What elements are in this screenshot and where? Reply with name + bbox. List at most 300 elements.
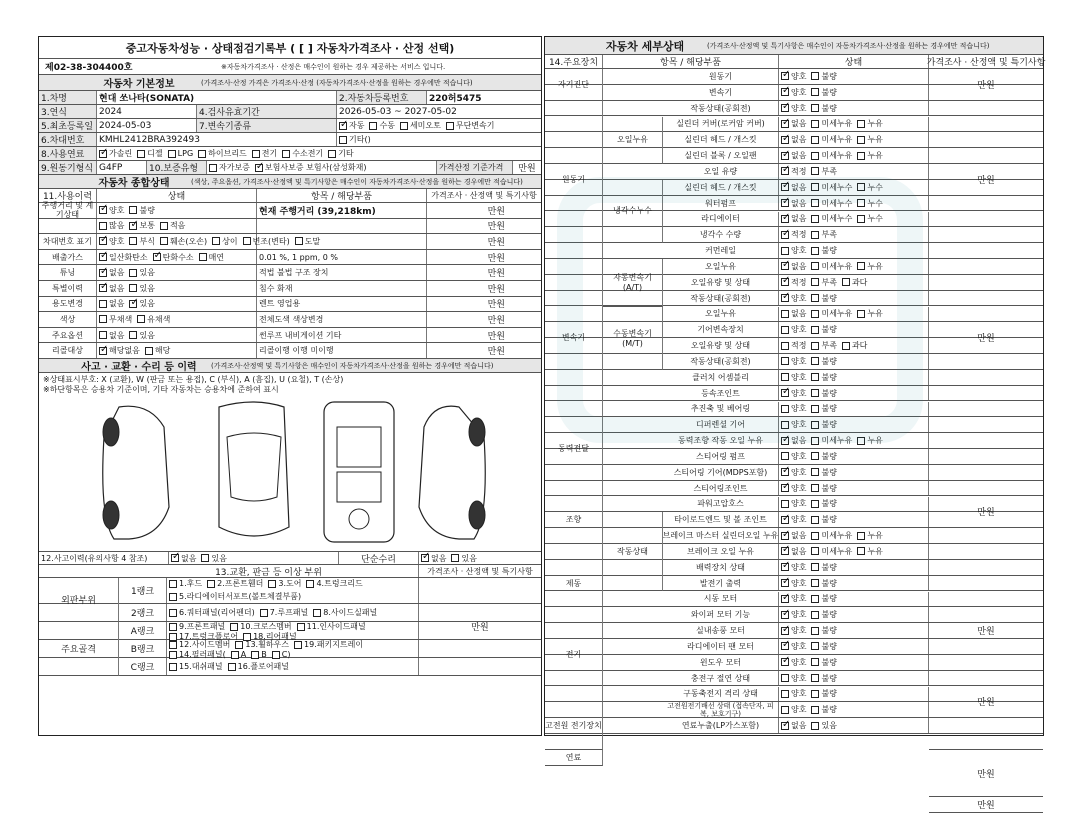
checkbox[interactable] — [781, 595, 789, 603]
checkbox[interactable] — [811, 532, 819, 540]
checkbox[interactable] — [811, 690, 819, 698]
checkbox[interactable] — [169, 593, 177, 601]
simple-repair-option[interactable] — [451, 553, 476, 564]
checkbox[interactable] — [781, 674, 789, 682]
checkbox[interactable] — [811, 389, 819, 397]
detail-state-option[interactable] — [811, 324, 836, 335]
checkbox[interactable] — [811, 183, 819, 191]
detail-state-option[interactable] — [811, 704, 836, 715]
rank-part-option[interactable] — [169, 622, 225, 632]
summary-state-option[interactable] — [99, 252, 148, 263]
checkbox[interactable] — [857, 262, 865, 270]
checkbox[interactable] — [99, 222, 107, 230]
detail-state-option[interactable] — [857, 530, 882, 541]
checkbox[interactable] — [328, 150, 336, 158]
detail-state-option[interactable] — [781, 293, 806, 304]
checkbox[interactable] — [99, 300, 107, 308]
detail-state-option[interactable] — [781, 483, 806, 494]
checkbox[interactable] — [313, 609, 321, 617]
checkbox[interactable] — [857, 437, 865, 445]
detail-state-option[interactable] — [811, 388, 836, 399]
checkbox[interactable] — [169, 580, 177, 588]
trans-option[interactable] — [446, 120, 495, 131]
checkbox[interactable] — [811, 326, 819, 334]
checkbox[interactable] — [160, 237, 168, 245]
summary-state-option[interactable] — [99, 345, 140, 356]
detail-state-option[interactable] — [811, 372, 836, 383]
checkbox[interactable] — [99, 269, 107, 277]
checkbox[interactable] — [169, 609, 177, 617]
checkbox[interactable] — [268, 580, 276, 588]
checkbox[interactable] — [781, 310, 789, 318]
checkbox[interactable] — [129, 237, 137, 245]
checkbox[interactable] — [781, 389, 789, 397]
checkbox[interactable] — [201, 554, 209, 562]
checkbox[interactable] — [811, 468, 819, 476]
detail-state-option[interactable] — [857, 308, 882, 319]
checkbox[interactable] — [857, 547, 865, 555]
checkbox[interactable] — [212, 237, 220, 245]
checkbox[interactable] — [857, 120, 865, 128]
detail-state-option[interactable] — [811, 530, 852, 541]
detail-state-option[interactable] — [781, 324, 806, 335]
checkbox[interactable] — [294, 641, 302, 649]
checkbox[interactable] — [811, 674, 819, 682]
detail-state-option[interactable] — [811, 419, 836, 430]
checkbox[interactable] — [811, 437, 819, 445]
checkbox[interactable] — [781, 627, 789, 635]
checkbox[interactable] — [252, 150, 260, 158]
checkbox[interactable] — [207, 580, 215, 588]
checkbox[interactable] — [339, 136, 347, 144]
detail-state-option[interactable] — [811, 71, 836, 82]
checkbox[interactable] — [811, 500, 819, 508]
checkbox[interactable] — [811, 563, 819, 571]
checkbox[interactable] — [145, 347, 153, 355]
checkbox[interactable] — [811, 294, 819, 302]
detail-state-option[interactable] — [781, 514, 806, 525]
summary-state-option[interactable] — [99, 314, 132, 325]
checkbox[interactable] — [857, 152, 865, 160]
rank-part-option[interactable] — [228, 662, 289, 672]
rank-part-option[interactable] — [169, 640, 230, 650]
checkbox[interactable] — [129, 206, 137, 214]
history-option[interactable] — [201, 553, 226, 564]
checkbox[interactable] — [857, 532, 865, 540]
checkbox[interactable] — [99, 253, 107, 261]
checkbox[interactable] — [781, 452, 789, 460]
checkbox[interactable] — [811, 88, 819, 96]
checkbox[interactable] — [198, 150, 206, 158]
checkbox[interactable] — [781, 357, 789, 365]
checkbox[interactable] — [255, 164, 263, 172]
detail-state-option[interactable] — [781, 578, 806, 589]
detail-state-option[interactable] — [811, 562, 836, 573]
detail-state-option[interactable] — [857, 546, 882, 557]
rank-part-option[interactable] — [297, 622, 366, 632]
detail-state-option[interactable] — [781, 467, 806, 478]
detail-state-option[interactable] — [781, 277, 806, 288]
detail-state-option[interactable] — [811, 134, 852, 145]
checkbox[interactable] — [811, 357, 819, 365]
detail-state-option[interactable] — [857, 134, 882, 145]
checkbox[interactable] — [781, 104, 789, 112]
checkbox[interactable] — [369, 122, 377, 130]
checkbox[interactable] — [169, 623, 177, 631]
checkbox[interactable] — [129, 222, 137, 230]
detail-state-option[interactable] — [811, 483, 836, 494]
checkbox[interactable] — [811, 247, 819, 255]
checkbox[interactable] — [400, 122, 408, 130]
detail-state-option[interactable] — [781, 71, 806, 82]
detail-state-option[interactable] — [811, 87, 836, 98]
checkbox[interactable] — [781, 500, 789, 508]
checkbox[interactable] — [781, 611, 789, 619]
checkbox[interactable] — [781, 262, 789, 270]
detail-state-option[interactable] — [811, 578, 836, 589]
detail-state-option[interactable] — [811, 166, 836, 177]
detail-state-option[interactable] — [781, 213, 806, 224]
checkbox[interactable] — [781, 199, 789, 207]
checkbox[interactable] — [137, 150, 145, 158]
rank-part-option[interactable] — [207, 579, 263, 589]
checkbox[interactable] — [781, 563, 789, 571]
detail-state-option[interactable] — [781, 229, 806, 240]
detail-state-option[interactable] — [781, 103, 806, 114]
checkbox[interactable] — [781, 72, 789, 80]
detail-state-option[interactable] — [781, 134, 806, 145]
detail-state-option[interactable] — [781, 530, 806, 541]
checkbox[interactable] — [421, 554, 429, 562]
checkbox[interactable] — [243, 237, 251, 245]
summary-state-option[interactable] — [129, 283, 154, 294]
checkbox[interactable] — [171, 554, 179, 562]
checkbox[interactable] — [446, 122, 454, 130]
checkbox[interactable] — [99, 331, 107, 339]
detail-state-option[interactable] — [781, 356, 806, 367]
checkbox[interactable] — [781, 326, 789, 334]
detail-state-option[interactable] — [781, 688, 806, 699]
summary-state-option[interactable] — [99, 267, 124, 278]
detail-state-option[interactable] — [857, 213, 882, 224]
checkbox[interactable] — [306, 580, 314, 588]
detail-state-option[interactable] — [781, 451, 806, 462]
checkbox[interactable] — [811, 642, 819, 650]
detail-state-option[interactable] — [781, 435, 806, 446]
summary-state-option[interactable] — [145, 345, 170, 356]
checkbox[interactable] — [811, 547, 819, 555]
checkbox[interactable] — [781, 136, 789, 144]
detail-state-option[interactable] — [811, 593, 836, 604]
summary-state-option[interactable] — [212, 236, 237, 247]
checkbox[interactable] — [99, 347, 107, 355]
summary-state-option[interactable] — [199, 252, 224, 263]
detail-state-option[interactable] — [811, 657, 836, 668]
checkbox[interactable] — [857, 310, 865, 318]
checkbox[interactable] — [811, 262, 819, 270]
rank-part-option[interactable] — [260, 608, 309, 618]
checkbox[interactable] — [811, 484, 819, 492]
checkbox[interactable] — [811, 104, 819, 112]
detail-state-option[interactable] — [811, 498, 836, 509]
detail-state-option[interactable] — [811, 277, 836, 288]
detail-state-option[interactable] — [781, 625, 806, 636]
checkbox[interactable] — [781, 690, 789, 698]
summary-state-option[interactable] — [99, 283, 124, 294]
checkbox[interactable] — [781, 579, 789, 587]
detail-state-option[interactable] — [811, 293, 836, 304]
checkbox[interactable] — [811, 152, 819, 160]
fuel-option[interactable] — [137, 148, 162, 159]
checkbox[interactable] — [99, 315, 107, 323]
checkbox[interactable] — [99, 206, 107, 214]
summary-state-option[interactable] — [153, 252, 194, 263]
checkbox[interactable] — [781, 516, 789, 524]
checkbox[interactable] — [160, 222, 168, 230]
detail-state-option[interactable] — [811, 213, 852, 224]
detail-state-option[interactable] — [811, 688, 836, 699]
summary-state-option[interactable] — [129, 267, 154, 278]
checkbox[interactable] — [781, 706, 789, 714]
checkbox[interactable] — [781, 167, 789, 175]
detail-state-option[interactable] — [781, 609, 806, 620]
summary-state-option[interactable] — [160, 236, 207, 247]
checkbox[interactable] — [811, 342, 819, 350]
checkbox[interactable] — [781, 88, 789, 96]
checkbox[interactable] — [168, 150, 176, 158]
detail-state-option[interactable] — [811, 451, 836, 462]
checkbox[interactable] — [781, 183, 789, 191]
checkbox[interactable] — [857, 215, 865, 223]
detail-state-option[interactable] — [781, 261, 806, 272]
checkbox[interactable] — [260, 609, 268, 617]
rank-part-option[interactable] — [169, 608, 255, 618]
summary-state-option[interactable] — [99, 330, 124, 341]
detail-state-option[interactable] — [811, 308, 852, 319]
checkbox[interactable] — [99, 284, 107, 292]
checkbox[interactable] — [811, 706, 819, 714]
checkbox[interactable] — [781, 468, 789, 476]
summary-state-option[interactable] — [160, 220, 185, 231]
checkbox[interactable] — [811, 595, 819, 603]
checkbox[interactable] — [781, 722, 789, 730]
fuel-option[interactable] — [252, 148, 277, 159]
detail-state-option[interactable] — [811, 356, 836, 367]
checkbox[interactable] — [781, 278, 789, 286]
detail-state-option[interactable] — [781, 87, 806, 98]
detail-state-option[interactable] — [781, 150, 806, 161]
summary-state-option[interactable] — [99, 220, 124, 231]
detail-state-option[interactable] — [842, 277, 867, 288]
checkbox[interactable] — [282, 150, 290, 158]
detail-state-option[interactable] — [811, 403, 836, 414]
detail-state-option[interactable] — [781, 166, 806, 177]
simple-repair-option[interactable] — [421, 553, 446, 564]
detail-state-option[interactable] — [781, 308, 806, 319]
checkbox[interactable] — [781, 437, 789, 445]
checkbox[interactable] — [811, 452, 819, 460]
rank-part-option[interactable] — [169, 592, 301, 602]
checkbox[interactable] — [857, 136, 865, 144]
detail-state-option[interactable] — [781, 419, 806, 430]
checkbox[interactable] — [129, 331, 137, 339]
detail-state-option[interactable] — [811, 103, 836, 114]
detail-state-option[interactable] — [811, 546, 852, 557]
checkbox[interactable] — [99, 237, 107, 245]
checkbox[interactable] — [811, 722, 819, 730]
fuel-option[interactable] — [99, 148, 132, 159]
checkbox[interactable] — [811, 167, 819, 175]
summary-state-option[interactable] — [99, 205, 124, 216]
summary-state-option[interactable] — [129, 330, 154, 341]
detail-state-option[interactable] — [781, 182, 806, 193]
checkbox[interactable] — [297, 623, 305, 631]
detail-state-option[interactable] — [811, 229, 836, 240]
checkbox[interactable] — [811, 215, 819, 223]
summary-state-option[interactable] — [99, 236, 124, 247]
checkbox[interactable] — [129, 300, 137, 308]
checkbox[interactable] — [209, 164, 217, 172]
fuel-option[interactable] — [168, 149, 193, 158]
checkbox[interactable] — [811, 120, 819, 128]
checkbox[interactable] — [811, 231, 819, 239]
checkbox[interactable] — [781, 547, 789, 555]
detail-state-option[interactable] — [781, 403, 806, 414]
checkbox[interactable] — [137, 315, 145, 323]
checkbox[interactable] — [781, 484, 789, 492]
checkbox[interactable] — [811, 405, 819, 413]
detail-state-option[interactable] — [781, 388, 806, 399]
fuel-option[interactable] — [198, 148, 247, 159]
detail-state-option[interactable] — [781, 562, 806, 573]
detail-state-option[interactable] — [811, 150, 852, 161]
detail-state-option[interactable] — [781, 641, 806, 652]
checkbox[interactable] — [857, 183, 865, 191]
warranty-option[interactable] — [255, 162, 367, 173]
detail-state-option[interactable] — [811, 261, 852, 272]
rank-part-option[interactable] — [230, 622, 291, 632]
summary-state-option[interactable] — [129, 220, 154, 231]
checkbox[interactable] — [99, 150, 107, 158]
checkbox[interactable] — [451, 554, 459, 562]
detail-state-option[interactable] — [811, 118, 852, 129]
fuel-option[interactable] — [328, 148, 353, 159]
detail-state-option[interactable] — [781, 198, 806, 209]
detail-state-option[interactable] — [781, 546, 806, 557]
summary-state-option[interactable] — [99, 298, 124, 309]
checkbox[interactable] — [811, 278, 819, 286]
history-option[interactable] — [171, 553, 196, 564]
trans-option[interactable] — [339, 120, 364, 131]
detail-state-option[interactable] — [811, 625, 836, 636]
checkbox[interactable] — [811, 516, 819, 524]
checkbox[interactable] — [781, 421, 789, 429]
checkbox[interactable] — [781, 658, 789, 666]
detail-state-option[interactable] — [811, 467, 836, 478]
checkbox[interactable] — [781, 294, 789, 302]
checkbox[interactable] — [781, 231, 789, 239]
checkbox[interactable] — [811, 136, 819, 144]
summary-state-option[interactable] — [129, 205, 154, 216]
summary-state-option[interactable] — [137, 314, 170, 325]
detail-state-option[interactable] — [857, 150, 882, 161]
detail-state-option[interactable] — [781, 340, 806, 351]
detail-state-option[interactable] — [811, 641, 836, 652]
rank-part-option[interactable] — [169, 579, 202, 589]
checkbox[interactable] — [811, 72, 819, 80]
detail-state-option[interactable] — [811, 340, 836, 351]
rank-part-option[interactable] — [169, 662, 223, 672]
detail-state-option[interactable] — [811, 182, 852, 193]
checkbox[interactable] — [811, 627, 819, 635]
checkbox[interactable] — [857, 199, 865, 207]
checkbox[interactable] — [228, 663, 236, 671]
checkbox[interactable] — [781, 405, 789, 413]
trans-option[interactable] — [400, 120, 441, 131]
checkbox[interactable] — [169, 663, 177, 671]
detail-state-option[interactable] — [781, 245, 806, 256]
detail-state-option[interactable] — [811, 673, 836, 684]
detail-state-option[interactable] — [781, 372, 806, 383]
detail-state-option[interactable] — [811, 720, 836, 731]
checkbox[interactable] — [781, 373, 789, 381]
checkbox[interactable] — [811, 579, 819, 587]
checkbox[interactable] — [230, 623, 238, 631]
detail-state-option[interactable] — [857, 118, 882, 129]
rank-part-option[interactable] — [235, 640, 289, 650]
checkbox[interactable] — [129, 284, 137, 292]
checkbox[interactable] — [781, 152, 789, 160]
checkbox[interactable] — [811, 421, 819, 429]
checkbox[interactable] — [781, 215, 789, 223]
rank-part-option[interactable] — [294, 640, 363, 650]
detail-state-option[interactable] — [857, 261, 882, 272]
warranty-option[interactable] — [209, 162, 250, 173]
detail-state-option[interactable] — [811, 435, 852, 446]
detail-state-option[interactable] — [781, 498, 806, 509]
detail-state-option[interactable] — [811, 514, 836, 525]
detail-state-option[interactable] — [857, 198, 882, 209]
detail-state-option[interactable] — [781, 593, 806, 604]
checkbox[interactable] — [811, 310, 819, 318]
checkbox[interactable] — [169, 641, 177, 649]
detail-state-option[interactable] — [811, 245, 836, 256]
summary-state-option[interactable] — [129, 236, 154, 247]
checkbox[interactable] — [781, 342, 789, 350]
checkbox[interactable] — [781, 120, 789, 128]
rank-part-option[interactable] — [313, 608, 377, 618]
trans-option[interactable] — [369, 120, 394, 131]
checkbox[interactable] — [199, 253, 207, 261]
detail-state-option[interactable] — [781, 704, 806, 715]
checkbox[interactable] — [781, 532, 789, 540]
checkbox[interactable] — [811, 199, 819, 207]
checkbox[interactable] — [781, 247, 789, 255]
checkbox[interactable] — [781, 642, 789, 650]
detail-state-option[interactable] — [811, 609, 836, 620]
summary-state-option[interactable] — [129, 298, 154, 309]
fuel-option[interactable] — [282, 148, 323, 159]
checkbox[interactable] — [129, 269, 137, 277]
checkbox[interactable] — [811, 373, 819, 381]
checkbox[interactable] — [235, 641, 243, 649]
checkbox[interactable] — [811, 658, 819, 666]
detail-state-option[interactable] — [781, 673, 806, 684]
rank-part-option[interactable] — [268, 579, 301, 589]
checkbox[interactable] — [842, 342, 850, 350]
detail-state-option[interactable] — [781, 720, 806, 731]
detail-state-option[interactable] — [857, 435, 882, 446]
